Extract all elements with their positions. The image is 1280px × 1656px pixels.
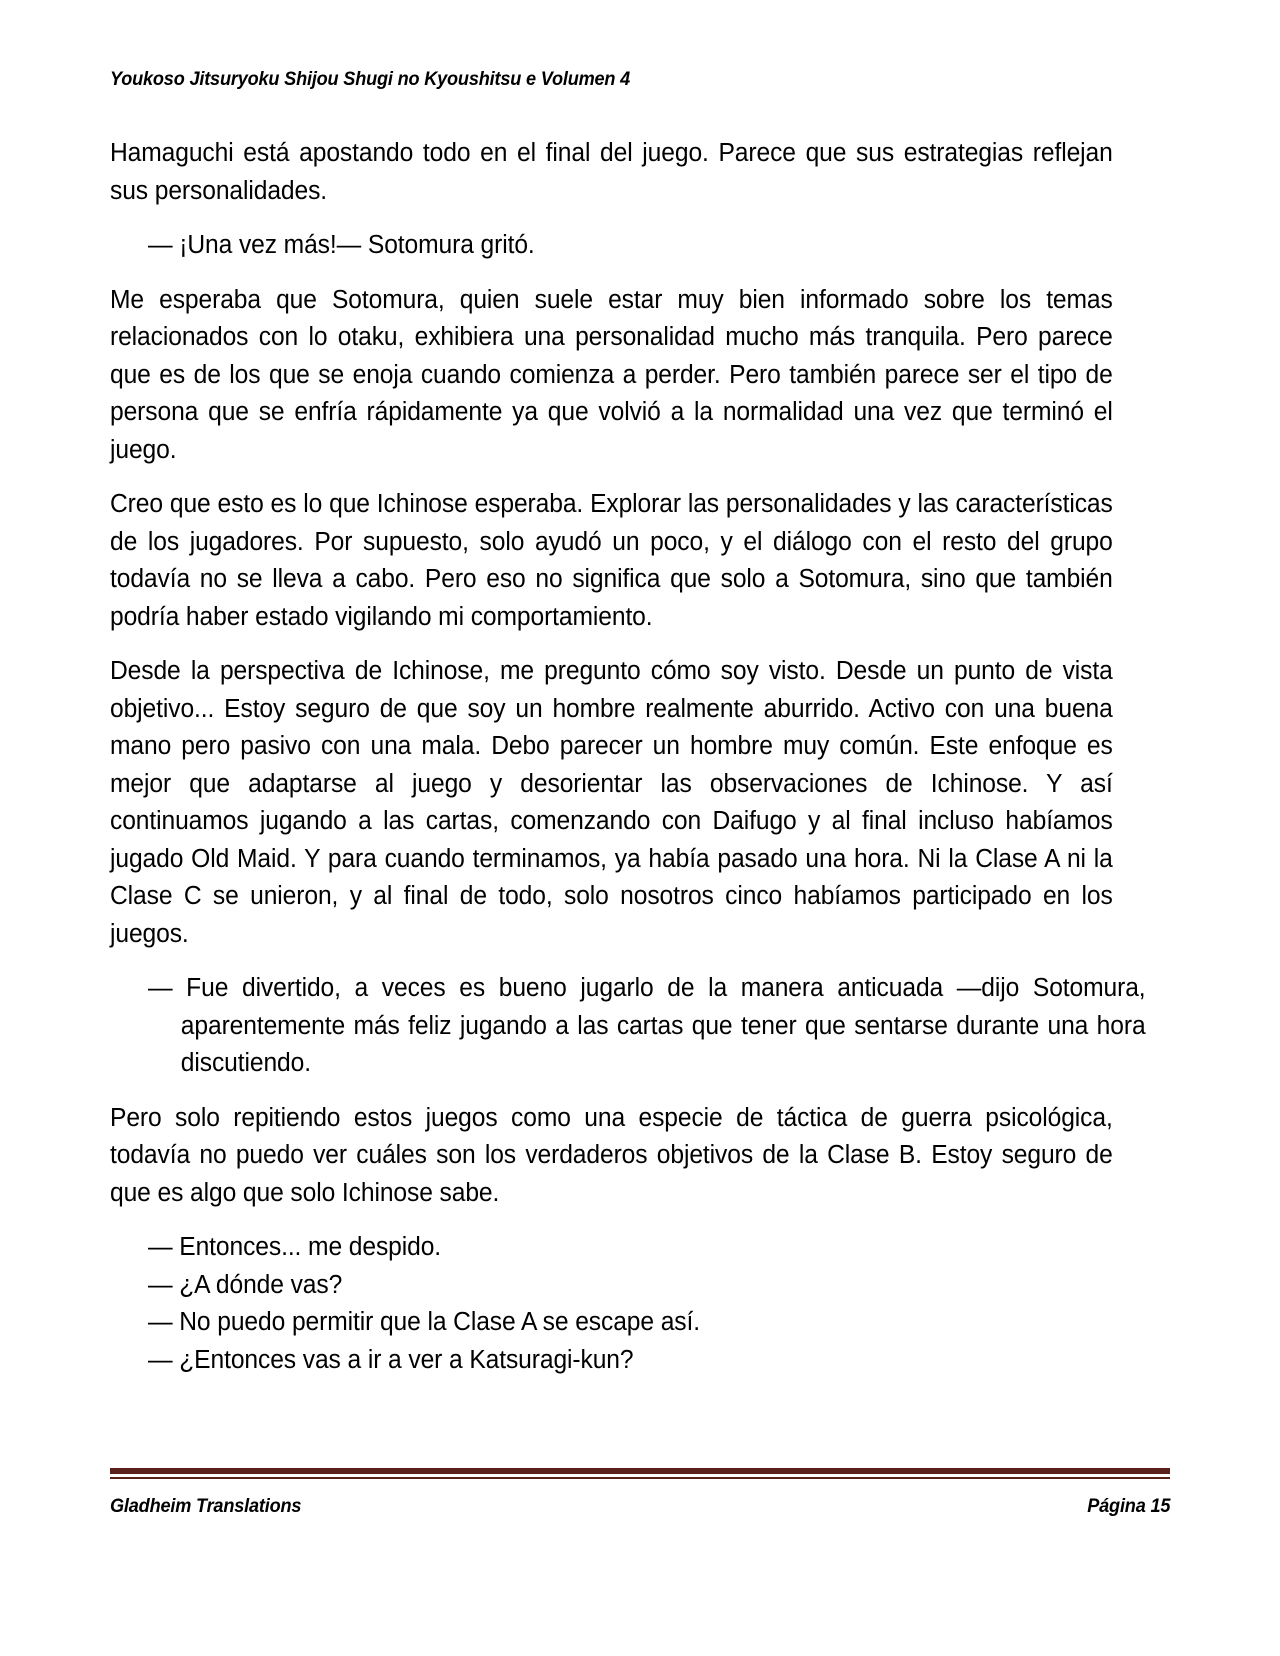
document-body	[110, 135, 1146, 1379]
paragraph: Creo que esto es lo que Ichinose esperaba. Explorar las personalidades y las características de los jugadores. Por supuesto, solo ayudó un poco, y el diálogo con el resto del grupo todavía no se lleva a cabo. Pero eso no significa que solo a Sotomura, sino que también podría haber estado vigilando mi comportamiento.	[110, 490, 1113, 631]
footer-rule-thin	[110, 1477, 1170, 1479]
dialogue-line: — Entonces... me despido.	[148, 1233, 442, 1261]
dialogue-list	[110, 1229, 1113, 1379]
dialogue-block	[110, 227, 1113, 265]
dialogue-line: — ¿Entonces vas a ir a ver a Katsuragi-kun?	[148, 1345, 634, 1374]
footer-page-number: Página 15	[1086, 1495, 1170, 1517]
page-header-title: Youkoso Jitsuryoku Shijou Shugi no Kyoushitsu e Volumen 4	[110, 68, 631, 90]
paragraph: Hamaguchi está apostando todo en el final del juego. Parece que sus estrategias reflejan sus personalidades.	[110, 139, 1113, 205]
paragraph: Me esperaba que Sotomura, quien suele estar muy bien informado sobre los temas relacionados con lo otaku, exhibiera una personalidad mucho más tranquila. Pero parece que es de los que se enoja cuando comienza a perder. Pero también parece ser el tipo de persona que se enfría rápidamente ya que volvió a la normalidad una vez que terminó el juego.	[110, 285, 1113, 464]
footer-row	[110, 1495, 1170, 1518]
dialogue-line: — ¡Una vez más!— Sotomura gritó.	[148, 231, 535, 259]
paragraph: Desde la perspectiva de Ichinose, me pregunto cómo soy visto. Desde un punto de vista objetivo... Estoy seguro de que soy un hombre realmente aburrido. Activo con una buena mano pero pasivo con una mala. Debo parecer un hombre muy común. Este enfoque es mejor que adaptarse al juego y desorientar las observaciones de Ichinose. Y así continuamos jugando a las cartas, comenzando con Daifugo y al final incluso habíamos jugado Old Maid. Y para cuando terminamos, ya había pasado una hora. Ni la Clase A ni la Clase C se unieron, y al final de todo, solo nosotros cinco habíamos participado en los juegos.	[110, 657, 1113, 948]
dialogue-line: — No puedo permitir que la Clase A se escape así.	[148, 1308, 700, 1336]
footer-translator-credit: Gladheim Translations	[110, 1495, 302, 1517]
paragraph: Pero solo repitiendo estos juegos como una especie de táctica de guerra psicológica, todavía no puedo ver cuáles son los verdaderos objetivos de la Clase B. Estoy seguro de que es algo que solo Ichinose sabe.	[110, 1103, 1113, 1207]
dialogue-line: — ¿A dónde vas?	[148, 1270, 343, 1299]
dialogue-block	[110, 970, 1146, 1083]
page-footer	[110, 1468, 1170, 1518]
dialogue-line: — Fue divertido, a veces es bueno jugarlo de la manera anticuada —dijo Sotomura, aparentemente más feliz jugando a las cartas que tener que sentarse durante una hora discutiendo.	[148, 974, 1146, 1077]
